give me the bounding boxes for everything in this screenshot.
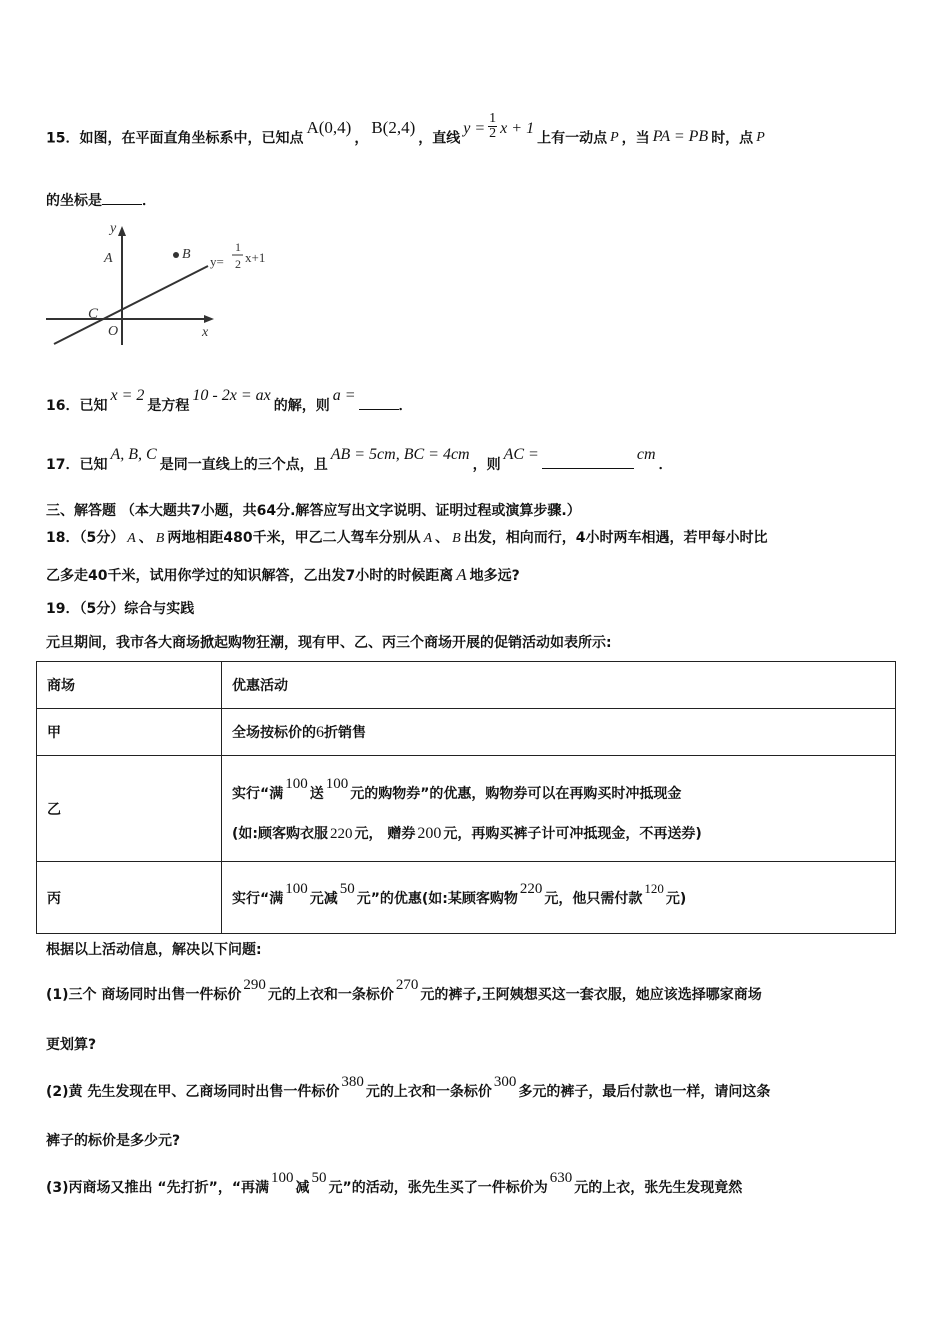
q15-end: ． xyxy=(142,193,156,209)
promo-yi-n4: 200 xyxy=(417,824,442,842)
q16-text2: 是方程 xyxy=(147,398,190,414)
q19-number: 19． xyxy=(46,601,80,617)
promo-bing-n4: 120 xyxy=(644,880,664,896)
q18-score: （5分） xyxy=(79,530,125,546)
q15-frac-den: 2 xyxy=(489,126,497,141)
promo-bing xyxy=(222,862,896,934)
q15-line-lhs: y = xyxy=(463,119,486,137)
q19-p2-t2: 元的上衣和一条标价 xyxy=(365,1084,492,1100)
q19-p1-n1: 290 xyxy=(243,977,266,993)
q15-text5: 时，点 xyxy=(711,130,754,147)
q19-p3-n3: 630 xyxy=(549,1170,573,1186)
label-o: O xyxy=(108,324,119,339)
q15-sep1: ， xyxy=(354,130,369,147)
header-promo: 优惠活动 xyxy=(222,662,896,709)
promo-yi-n2: 100 xyxy=(325,775,349,792)
q15-fraction xyxy=(488,112,497,141)
q15-text2: ，直线 xyxy=(418,130,461,147)
q16-answer-blank[interactable] xyxy=(359,409,399,410)
promo-yi-t6: 元，再购买裤子计可冲抵现金，不再送券) xyxy=(443,825,702,842)
q15-text6: 的坐标是 xyxy=(46,193,102,209)
q19-title-line xyxy=(46,598,194,618)
q18-sep: 、 xyxy=(138,530,153,546)
promo-jia-t2: 折销售 xyxy=(324,725,366,741)
q15-condition: PA = PB xyxy=(652,127,709,145)
q19-p3-line1 xyxy=(46,1170,743,1197)
label-c: C xyxy=(88,306,99,322)
eq-lhs: y= xyxy=(210,254,224,269)
eq-rhs: x+1 xyxy=(245,250,266,265)
q19-p1-line2: 更划算? xyxy=(46,1037,97,1053)
q17-condition: AB = 5cm, BC = 4cm xyxy=(330,446,470,463)
promo-yi-t5: 元， 赠券 xyxy=(354,825,416,842)
q16-number: 16． xyxy=(46,398,80,414)
q18-text2: 出发，相向而行，4小时两车相遇，若甲每小时比 xyxy=(463,530,768,546)
q19-p1-t2: 元的上衣和一条标价 xyxy=(267,987,394,1003)
q15-line2 xyxy=(46,190,156,210)
q17-text2: 是同一直线上的三个点，且 xyxy=(159,457,328,473)
table-row xyxy=(37,709,896,756)
q15-answer-blank[interactable] xyxy=(102,204,142,205)
q18-a2: A xyxy=(423,531,433,546)
promo-bing-n3: 220 xyxy=(519,880,543,897)
promo-bing-n1: 100 xyxy=(285,880,308,897)
q15-figure xyxy=(40,220,290,355)
q17-end: ． xyxy=(658,457,673,473)
q19-p2-line2: 裤子的标价是多少元? xyxy=(46,1133,181,1149)
q15-line1 xyxy=(46,111,768,153)
q17-line xyxy=(46,446,673,474)
q19-intro: 元旦期间，我市各大商场掀起购物狂潮，现有甲、乙、丙三个商场开展的促销活动如表所示: xyxy=(46,635,612,651)
point-b-dot xyxy=(173,252,179,258)
promo-jia xyxy=(222,709,896,756)
promo-yi-t4: (如:顾客购衣服 xyxy=(232,825,328,842)
q15-p1: P xyxy=(610,129,619,145)
q17-unit: cm xyxy=(636,446,656,463)
promo-bing-t3: 元”的优惠(如:某顾客购物 xyxy=(356,890,518,907)
q17-text1: 已知 xyxy=(79,457,108,473)
promo-bing-t1: 实行“满 xyxy=(232,890,284,907)
q18-b: B xyxy=(155,531,165,546)
q17-points: A, B, C xyxy=(110,446,157,463)
q19-p2-line1 xyxy=(46,1074,771,1101)
q18-b2: B xyxy=(452,531,461,546)
promo-yi-n3: 220 xyxy=(330,825,353,842)
promo-yi xyxy=(222,756,896,862)
q18-text4: 地多远? xyxy=(469,568,520,584)
q18-number: 18． xyxy=(46,530,80,546)
q19-p1-n2: 270 xyxy=(395,977,419,993)
q17-var: AC = xyxy=(503,446,539,463)
header-store: 商场 xyxy=(37,662,222,709)
q16-equation: 10 - 2x = ax xyxy=(192,387,271,404)
q19-p3-t3: 元”的活动，张先生买了一件标价为 xyxy=(328,1180,548,1196)
q15-point-b: B(2,4) xyxy=(371,117,416,137)
q19-p2-t1: (2)黄 先生发现在甲、乙商场同时出售一件标价 xyxy=(46,1084,340,1100)
q19-p1-t3: 元的裤子,王阿姨想买这一套衣服，她应该选择哪家商场 xyxy=(420,987,762,1003)
q19-p3-n2: 50 xyxy=(311,1170,327,1186)
q16-condition: x = 2 xyxy=(110,387,145,404)
store-bing: 丙 xyxy=(37,862,222,934)
x-axis-arrow xyxy=(204,315,214,323)
q19-p2-n2: 300 xyxy=(493,1074,517,1090)
promo-yi-t1: 实行“满 xyxy=(232,785,284,802)
q19-title: 综合与实践 xyxy=(124,601,195,617)
q19-p3-t2: 减 xyxy=(295,1180,310,1196)
q16-text3: 的解，则 xyxy=(273,398,330,414)
q15-line-rhs: x + 1 xyxy=(500,119,535,137)
table-row xyxy=(37,756,896,862)
promo-table xyxy=(36,661,896,934)
promo-bing-n2: 50 xyxy=(339,880,355,897)
q18-sep2: 、 xyxy=(435,530,450,546)
q18-line1 xyxy=(46,527,767,547)
q18-a: A xyxy=(127,531,136,546)
q16-line xyxy=(46,387,413,415)
q15-point-a: A(0,4) xyxy=(306,117,352,137)
q19-p3-n1: 100 xyxy=(271,1170,294,1186)
q16-var: a = xyxy=(332,387,356,404)
q18-text1: 两地相距480千米，甲乙二人驾车分别从 xyxy=(167,530,421,546)
q18-line2 xyxy=(46,565,520,585)
label-x: x xyxy=(202,325,209,340)
label-y: y xyxy=(110,221,117,236)
q16-text1: 已知 xyxy=(79,398,108,414)
q16-end: ． xyxy=(398,398,413,414)
label-b: B xyxy=(182,247,191,262)
q19-p3-t1: (3)丙商场又推出 “先打折”，“再满 xyxy=(46,1180,270,1196)
q19-p1-line1 xyxy=(46,977,762,1004)
q15-text1: 如图，在平面直角坐标系中，已知点 xyxy=(79,130,304,147)
promo-yi-n1: 100 xyxy=(285,775,308,792)
label-a: A xyxy=(104,251,113,266)
promo-bing-t5: 元) xyxy=(665,890,687,907)
q15-number: 15． xyxy=(46,130,80,147)
promo-yi-t2: 送 xyxy=(309,785,324,802)
promo-bing-t4: 元，他只需付款 xyxy=(544,890,643,907)
q15-p2: P xyxy=(756,129,765,145)
store-yi: 乙 xyxy=(37,756,222,862)
promo-yi-line2 xyxy=(232,823,885,843)
store-jia: 甲 xyxy=(37,709,222,756)
table-header-row xyxy=(37,662,896,709)
q19-p3-t4: 元的上衣，张先生发现竟然 xyxy=(574,1180,743,1196)
q19-p2-t3: 多元的裤子，最后付款也一样，请问这条 xyxy=(518,1084,771,1100)
q19-p2-n1: 380 xyxy=(341,1074,364,1090)
eq-num: 1 xyxy=(235,240,241,254)
q19-follow: 根据以上活动信息，解决以下问题: xyxy=(46,942,262,958)
y-axis-arrow xyxy=(118,226,126,236)
q17-answer-blank[interactable] xyxy=(542,468,634,469)
promo-jia-n1: 6 xyxy=(316,724,324,741)
promo-yi-line1 xyxy=(232,775,885,803)
q17-number: 17． xyxy=(46,457,80,473)
q18-a3: A xyxy=(456,565,467,584)
q15-text3: 上有一动点 xyxy=(537,130,608,147)
q15-text4: ，当 xyxy=(621,130,650,147)
promo-yi-t3: 元的购物券”的优惠，购物券可以在再购买时冲抵现金 xyxy=(350,785,682,802)
promo-bing-t2: 元减 xyxy=(309,890,338,907)
q15-frac-num: 1 xyxy=(489,111,497,126)
section3-title: 三、解答题 （本大题共7小题，共64分.解答应写出文字说明、证明过程或演算步骤.） xyxy=(46,503,581,519)
line-graph xyxy=(54,266,208,344)
q19-score: （5分） xyxy=(79,601,125,617)
q19-p1-t1: (1)三个 商场同时出售一件标价 xyxy=(46,987,242,1003)
q17-text3: ，则 xyxy=(472,457,501,473)
q18-text3: 乙多走40千米，试用你学过的知识解答，乙出发7小时的时候距离 xyxy=(46,568,454,584)
promo-jia-t1: 全场按标价的 xyxy=(232,725,316,741)
table-row xyxy=(37,862,896,934)
eq-den: 2 xyxy=(235,257,241,271)
